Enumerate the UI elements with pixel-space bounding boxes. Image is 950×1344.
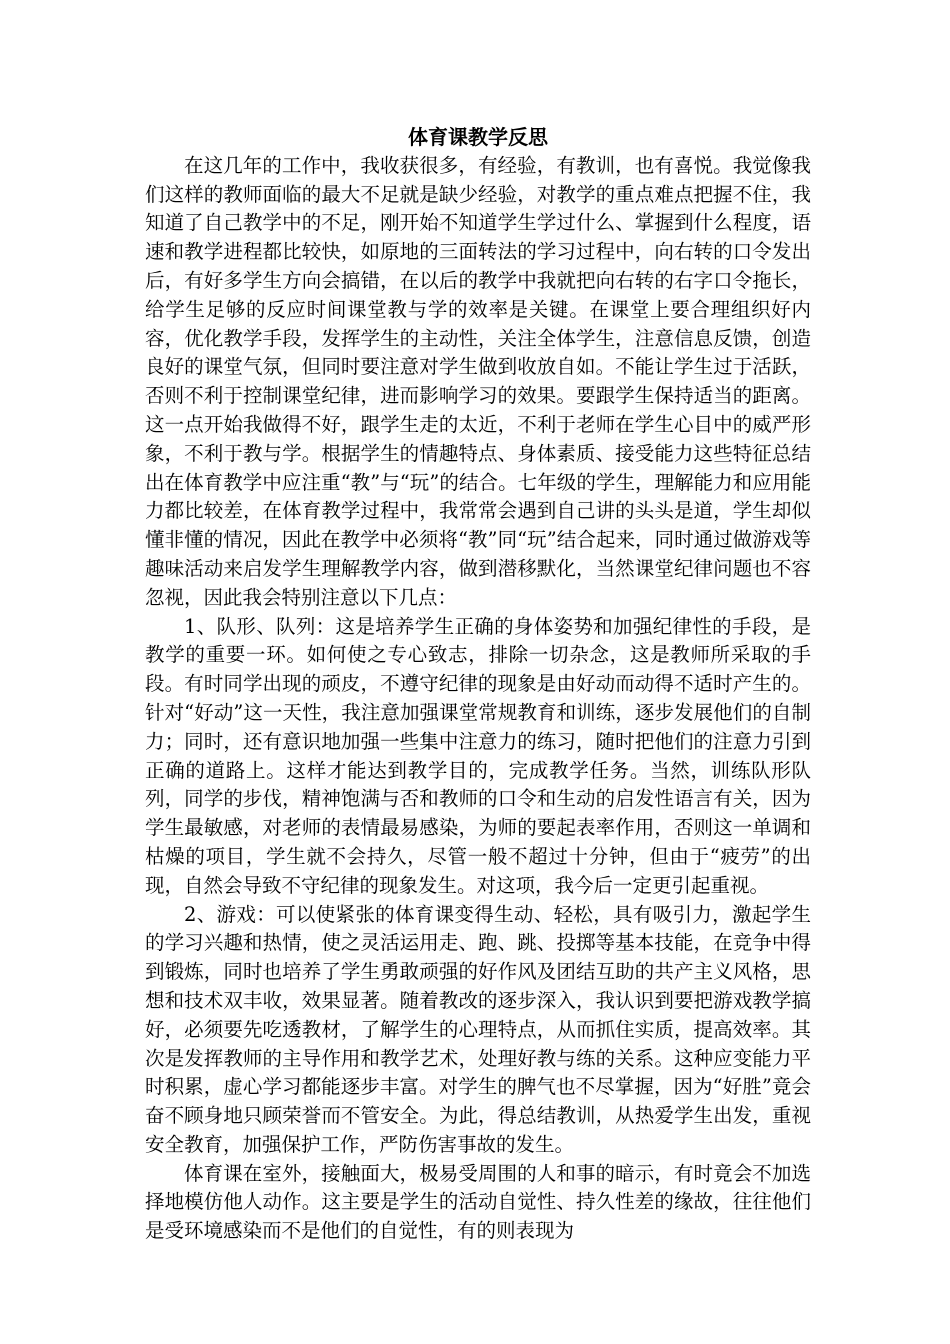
paragraph-intro: 在这几年的工作中，我收获很多，有经验，有教训，也有喜悦。我觉像我们这样的教师面临的最大不足就是缺少经验，对教学的重点难点把握不住，我知道了自己教学中的不足，刚开始不知道学生学过什么、掌握到什么程度，语速和教学进程都比较快，如原地的三面转法的学习过程中，向右转的口令发出后，有好多学生方向会搞错，在以后的教学中我就把向右转的右字口令拖长，给学生足够的反应时间课堂教与学的效率是关键。在课堂上要合理组织好内容，优化教学手段，发挥学生的主动性，关注全体学生，注意信息反馈，创造良好的课堂气氛，但同时要注意对学生做到收放自如。不能让学生过于活跃，否则不利于控制课堂纪律，进而影响学习的效果。要跟学生保持适当的距离。这一点开始我做得不好，跟学生走的太近，不利于老师在学生心目中的威严形象，不利于教与学。根据学生的情趣特点、身体素质、接受能力这些特征总结出在体育教学中应注重“教”与“玩”的结合。七年级的学生，理解能力和应用能力都比较差，在体育教学过程中，我常常会遇到自己讲的头头是道，学生却似懂非懂的情况，因此在教学中必须将“教”同“玩”结合起来，同时通过做游戏等趣味活动来启发学生理解教学内容，做到潜移默化，当然课堂纪律问题也不容忽视，因此我会特别注意以下几点： — [145, 153, 811, 609]
document-body — [145, 123, 811, 1246]
document-title: 体育课教学反思 — [408, 125, 548, 149]
paragraph-games: 2、游戏：可以使紧张的体育课变得生动、轻松，具有吸引力，激起学生的学习兴趣和热情，使之灵活运用走、跑、跳、投掷等基本技能，在竞争中得到锻炼，同时也培养了学生勇敢顽强的好作风及团结互助的共产主义风格，思想和技术双丰收，效果显著。随着教改的逐步深入，我认识到要把游戏教学搞好，必须要先吃透教材，了解学生的心理特点，从而抓住实质，提高效率。其次是发挥教师的主导作用和教学艺术，处理好教与练的关系。这种应变能力平时积累，虚心学习都能逐步丰富。对学生的脾气也不尽掌握，因为“好胜”竟会奋不顾身地只顾荣誉而不管安全。为此，得总结教训，从热爱学生出发，重视安全教育，加强保护工作，严防伤害事故的发生。 — [145, 902, 811, 1156]
paragraph-formation-drill: 1、队形、队列：这是培养学生正确的身体姿势和加强纪律性的手段，是教学的重要一环。如何使之专心致志，排除一切杂念，这是教师所采取的手段。有时同学出现的顽皮，不遵守纪律的现象是由好动而动得不适时产生的。针对“好动”这一天性，我注意加强课堂常规教育和训练，逐步发展他们的自制力；同时，还有意识地加强一些集中注意力的练习，随时把他们的注意力引到正确的道路上。这样才能达到教学目的，完成教学任务。当然，训练队形队列，同学的步伐，精神饱满与否和教师的口令和生动的启发性语言有关，因为学生最敏感，对老师的表情最易感染，为师的要起表率作用，否则这一单调和枯燥的项目，学生就不会持久，尽管一般不超过十分钟，但由于“疲劳”的出现，自然会导致不守纪律的现象发生。对这项，我今后一定更引起重视。 — [145, 614, 811, 897]
paragraph-outdoor: 体育课在室外，接触面大，极易受周围的人和事的暗示，有时竟会不加选择地模仿他人动作。这主要是学生的活动自觉性、持久性差的缘故，往往他们是受环境感染而不是他们的自觉性，有的则表现为 — [145, 1161, 811, 1243]
